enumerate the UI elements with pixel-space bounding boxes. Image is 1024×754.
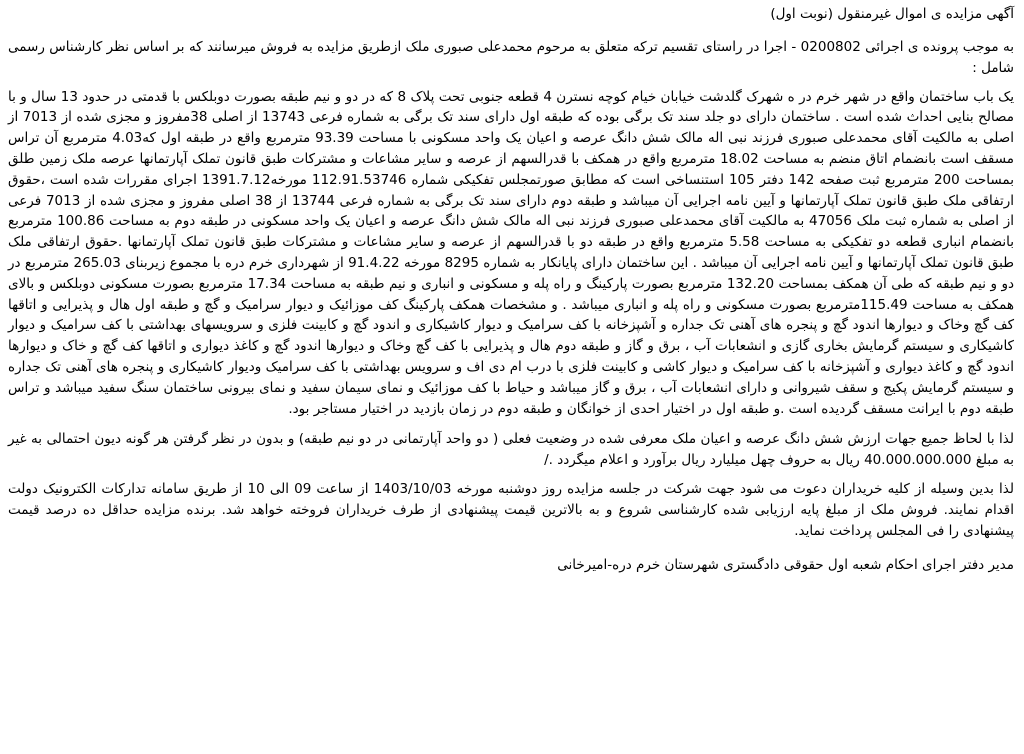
intro-paragraph: به موجب پرونده ی اجرائی 0200802 - اجرا در راستای تقسیم ترکه متعلق به مرحوم محمدعلی صبوری ملک ازطریق مزایده به فروش میرسانند که بر اساس نظر کارشناس رسمی شامل :	[8, 39, 1014, 76]
invitation-paragraph: لذا بدین وسیله از کلیه خریداران دعوت می شود جهت شرکت در جلسه مزایده روز دوشنبه مورخه 1403/10/03 از ساعت 09 الی 10 از طریق سامانه تدارکات الکترونیک دولت اقدام نمایند. فروش ملک از مبلغ پایه ارزیابی شده کارشناسی شروع و به بالاترین قیمت پیشنهادی از طرف خریداران فروخته خواهد شد. برنده مزایده حداقل ده درصد قیمت پیشنهادی را فی المجلس پرداخت نماید.	[8, 480, 1014, 539]
signature-line: مدیر دفتر اجرای احکام شعبه اول حقوقی دادگستری شهرستان خرم دره-امیرخانی	[557, 557, 1014, 574]
valuation-paragraph: لذا با لحاظ جمیع جهات ارزش شش دانگ عرصه و اعیان ملک معرفی شده در وضعیت فعلی ( دو واحد آپارتمانی در دو نیم طبقه) و بدون در نظر گرفتن هر گونه دیون احتمالی به غیر به مبلغ 40.000.000.000 ریال به حروف چهل میلیارد ریال برآورد و اعلام میگردد ./	[8, 431, 1014, 469]
notice-title: آگهی مزایده ی اموال غیرمنقول (نوبت اول)	[770, 6, 1014, 22]
property-description-paragraph: یک باب ساختمان واقع در شهر خرم در ه شهرک گلدشت خیابان خیام کوچه نسترن 4 قطعه جنوبی تحت پلاک 8 که در دو و نیم طبقه بصورت دوبلکس با قدمتی در حدود 13 سال و با مصالح بنایی احداث شده است . ساختمان دارای دو جلد سند تک برگی بوده که طبقه اول دارای سند تک برگی به شماره فرعی 13743 از اصلی 38مفروز و مجزی شده از 7013 از اصلی به مالکیت آقای محمدعلی صبوری فرزند نبی اله مالک شش دانگ عرصه و اعیان یک واحد مسکونی با مساحت 93.39 مترمربع واقع در طبقه اول که4.03 مترمربع آن تراس مسقف است بانضمام اتاق منضم به مساحت 18.02 مترمربع واقع در همکف با قدرالسهم از عرصه و سایر مشاعات و مشترکات طبق قانون تملک آپارتمانها عرصه ملک زمین طلق بمساحت 200 مترمربع ثبت صفحه 142 دفتر 105 استنساخی است که مطابق صورتمجلس تفکیکی شماره 112.91.53746 مورخه1391.7.12 اجرای مقررات شده است ،حقوق ارتفاقی ملک طبق قانون تملک آپارتمانها و آیین نامه اجرایی آن میباشد و طبقه دوم دارای سند تک برگی به شماره فرعی 13744 از 38 اصلی مفروز و مجزی شده از 7013 فرعی از اصلی به شماره ثبت ملک 47056 به مالکیت آقای محمدعلی صبوری فرزند نبی اله مالک شش دانگ عرصه و اعیان یک واحد مسکونی در طبقه دوم به مساحت 100.86 مترمربع بانضمام انباری قطعه دو تفکیکی به مساحت 5.58 مترمربع واقع در طبقه دو با قدرالسهم از عرصه و سایر مشاعات و مشترکات طبق قانون تملک آپارتمانها .حقوق ارتفاقی ملک طبق قانون تملک آپارتمانها و آیین نامه اجرایی آن میباشد . این ساختمان دارای پایانکار به شماره 8295 مورخه 91.4.22 از شهرداری خرم دره با مجموع زیربنای 265.03 مترمربع در دو و نیم طبقه که طی آن همکف بمساحت 132.20 مترمربع بصورت پارکینگ و راه پله و مسکونی و انباری و نیم طبقه به مساحت 17.34 مترمربع بصورت مسکونی دوبلکس و بالای همکف به مساحت 115.49مترمربع بصورت مسکونی و راه پله و انباری میباشد . و مشخصات همکف پارکینگ کف موزائیک و دیوار سرامیک و گچ و طبقه اول هال و پذیرایی و اتاقها کف گچ وخاک و دیوارها اندود گچ و پنجره های آهنی تک جداره و آشپزخانه با کف سرامیک و دیوار کاشیکاری و اندود گچ و کابینت فلزی و سرویسهای بهداشتی با کف سرامیک و دیوار کاشیکاری و سیستم گرمایش بخاری گازی و انشعابات آب ، برق و گاز و طبقه دوم هال و پذیرایی با کف گچ وخاک و دیوارها اندود گچ و کاغذ دیواری و اتاقها کف گچ و خاک و دیوارها اندود گچ و کاغذ دیواری و آشپزخانه با کف سرامیک و دیوار کاشی و کابینت فلزی با درب ام دی اف و سرویس بهداشتی با کف سرامیک ودیوار کاشیکاری و پنجره های آهنی تک جداره و سیستم گرمایش پکیج و سقف شیروانی و دارای انشعابات آب ، برق و گاز میباشد و حیاط با کف موزائیک و نمای سیمان سفید و نمای بیرونی ساختمان سنگ سفید میباشد و تراس طبقه دوم با ایرانت مسقف گردیده است .و طبقه اول در اختیار احدی از خوانگان و طبقه دوم در زمان بازدید در اختیار مستاجر بود.	[8, 88, 1015, 417]
